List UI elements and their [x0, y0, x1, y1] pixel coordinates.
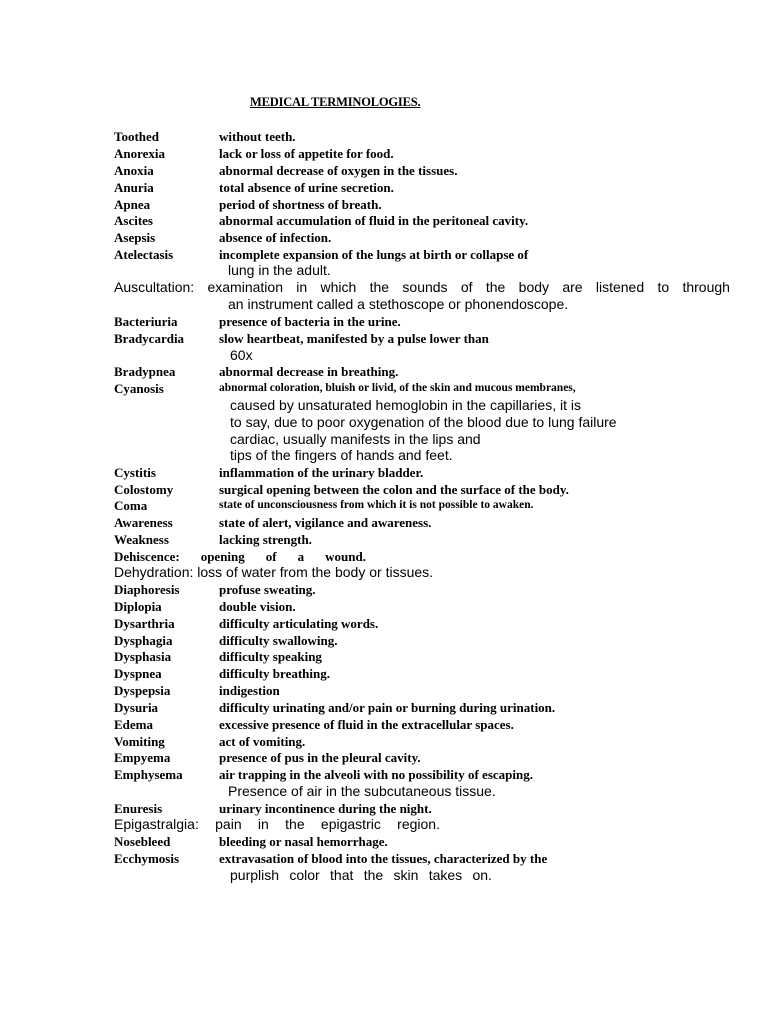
- entry-dyspepsia: [114, 682, 734, 699]
- term: Ecchymosis: [114, 851, 179, 866]
- definition: lacking strength.: [219, 532, 312, 547]
- term: Awareness: [114, 515, 173, 530]
- term: Enuresis: [114, 801, 163, 816]
- definition: incomplete expansion of the lungs at birth or collapse of: [219, 247, 529, 262]
- word: the: [485, 279, 506, 295]
- term: Coma: [114, 498, 148, 513]
- definition: absence of infection.: [219, 230, 332, 245]
- word: on.: [472, 867, 492, 883]
- definition: abnormal decrease of oxygen in the tissues.: [219, 163, 458, 178]
- entry-diplopia: [114, 598, 734, 615]
- word: through: [682, 279, 730, 295]
- word: of: [265, 549, 277, 564]
- word: the: [363, 867, 384, 883]
- entry-coma: [114, 497, 734, 514]
- entry-cystitis: [114, 464, 734, 481]
- word: Auscultation:: [114, 279, 195, 295]
- word: to: [657, 279, 670, 295]
- definition: inflammation of the urinary bladder.: [219, 465, 424, 480]
- entry-colostomy: [114, 481, 734, 498]
- definition-continuation: cardiac, usually manifests in the lips and: [230, 431, 481, 447]
- definition: difficulty speaking: [219, 649, 322, 664]
- term: Dyspnea: [114, 666, 162, 681]
- entry-apnea: [114, 196, 734, 213]
- definition: difficulty swallowing.: [219, 633, 338, 648]
- word: the: [369, 279, 390, 295]
- definition-continuation: to say, due to poor oxygenation of the blood due to lung failure: [230, 414, 617, 430]
- term: Cyanosis: [114, 381, 164, 396]
- word: Epigastralgia:: [114, 816, 199, 832]
- word: the: [285, 816, 305, 832]
- word: opening: [200, 549, 245, 564]
- definition-continuation: caused by unsaturated hemoglobin in the capillaries, it is: [230, 397, 581, 413]
- entry-dysuria: [114, 699, 734, 716]
- definition: difficulty urinating and/or pain or burning during urination.: [219, 700, 556, 715]
- definition: urinary incontinence during the night.: [219, 801, 432, 816]
- entry-bradycardia: [114, 330, 734, 347]
- word: epigastric: [320, 816, 381, 832]
- word: of: [460, 279, 473, 295]
- definition-continuation: [230, 867, 492, 884]
- definition: indigestion: [219, 683, 280, 698]
- word: listened: [595, 279, 645, 295]
- word: pain: [215, 816, 242, 832]
- definition-continuation: Presence of air in the subcutaneous tissue.: [228, 783, 496, 799]
- entry-anoxia: [114, 162, 734, 179]
- term: Dysphasia: [114, 649, 172, 664]
- word: color: [289, 867, 320, 883]
- term: Bradycardia: [114, 331, 185, 346]
- entry-weakness: [114, 531, 734, 548]
- word: in: [257, 816, 269, 832]
- definition: extravasation of blood into the tissues, characterized by the: [219, 851, 548, 866]
- entry-asepsis: [114, 229, 734, 246]
- word: a: [297, 549, 305, 564]
- term: Dysuria: [114, 700, 159, 715]
- term: Ascites: [114, 213, 153, 228]
- definition: state of alert, vigilance and awareness.: [219, 515, 432, 530]
- entry-toothed: [114, 128, 734, 145]
- entry-cyanosis: [114, 380, 734, 397]
- entry-dehydration: Dehydration: loss of water from the body or tissues.: [114, 564, 434, 580]
- entry-bacteriuria: [114, 313, 734, 330]
- entry-anuria: [114, 179, 734, 196]
- word: purplish: [230, 867, 280, 883]
- word: Dehiscence:: [114, 549, 180, 564]
- definition: period of shortness of breath.: [219, 197, 382, 212]
- entry-dyspnea: [114, 665, 734, 682]
- word: sounds: [402, 279, 448, 295]
- entry-nosebleed: [114, 833, 734, 850]
- term: Dyspepsia: [114, 683, 171, 698]
- word: which: [320, 279, 357, 295]
- definition: slow heartbeat, manifested by a pulse lower than: [219, 331, 489, 346]
- term: Atelectasis: [114, 247, 174, 262]
- word: takes: [428, 867, 463, 883]
- entry-vomiting: [114, 733, 734, 750]
- term: Apnea: [114, 197, 151, 212]
- term: Dysphagia: [114, 633, 173, 648]
- term: Empyema: [114, 750, 171, 765]
- entry-awareness: [114, 514, 734, 531]
- definition: difficulty breathing.: [219, 666, 330, 681]
- term: Anorexia: [114, 146, 166, 161]
- definition: profuse sweating.: [219, 582, 316, 597]
- term: Dysarthria: [114, 616, 175, 631]
- word: wound.: [325, 549, 366, 564]
- term: Diaphoresis: [114, 582, 180, 597]
- term: Nosebleed: [114, 834, 171, 849]
- term: Vomiting: [114, 734, 165, 749]
- word: are: [562, 279, 583, 295]
- definition: lack or loss of appetite for food.: [219, 146, 394, 161]
- word: region.: [397, 816, 440, 832]
- definition-continuation: 60x: [230, 347, 253, 363]
- term: Diplopia: [114, 599, 162, 614]
- entry-ecchymosis: [114, 850, 734, 867]
- definition: abnormal coloration, bluish or livid, of the skin and mucous membranes,: [219, 382, 576, 394]
- term: Anuria: [114, 180, 154, 195]
- entry-enuresis: [114, 800, 734, 817]
- entry-atelectasis: [114, 246, 734, 263]
- entry-empyema: [114, 749, 734, 766]
- definition: abnormal accumulation of fluid in the peritoneal cavity.: [219, 213, 529, 228]
- term: Emphysema: [114, 767, 183, 782]
- word: skin: [393, 867, 419, 883]
- entry-emphysema: [114, 766, 734, 783]
- term: Anoxia: [114, 163, 154, 178]
- definition-continuation: an instrument called a stethoscope or phonendoscope.: [228, 296, 569, 312]
- entry-epigastralgia: [114, 816, 440, 833]
- term: Edema: [114, 717, 153, 732]
- definition: without teeth.: [219, 129, 296, 144]
- definition: air trapping in the alveoli with no possibility of escaping.: [219, 767, 533, 782]
- definition: state of unconsciousness from which it is not possible to awaken.: [219, 499, 534, 511]
- term: Toothed: [114, 129, 160, 144]
- term: Asepsis: [114, 230, 156, 245]
- definition: surgical opening between the colon and the surface of the body.: [219, 482, 569, 497]
- term: Weakness: [114, 532, 169, 547]
- entry-ascites: [114, 212, 734, 229]
- term: Cystitis: [114, 465, 156, 480]
- entry-edema: [114, 716, 734, 733]
- definition: bleeding or nasal hemorrhage.: [219, 834, 388, 849]
- definition: presence of bacteria in the urine.: [219, 314, 401, 329]
- entry-bradypnea: [114, 363, 734, 380]
- entry-dysphagia: [114, 632, 734, 649]
- word: examination: [207, 279, 283, 295]
- entry-diaphoresis: [114, 581, 734, 598]
- entry-dehiscence: [114, 548, 366, 565]
- definition: difficulty articulating words.: [219, 616, 379, 631]
- term: Bradypnea: [114, 364, 176, 379]
- definition: excessive presence of fluid in the extracellular spaces.: [219, 717, 514, 732]
- entry-anorexia: [114, 145, 734, 162]
- term: Bacteriuria: [114, 314, 178, 329]
- word: body: [518, 279, 550, 295]
- definition: presence of pus in the pleural cavity.: [219, 750, 421, 765]
- word: that: [330, 867, 354, 883]
- definition: double vision.: [219, 599, 296, 614]
- word: in: [296, 279, 308, 295]
- page-title: MEDICAL TERMINOLOGIES.: [250, 95, 421, 109]
- definition-continuation: lung in the adult.: [228, 262, 331, 278]
- definition: act of vomiting.: [219, 734, 306, 749]
- definition-continuation: tips of the fingers of hands and feet.: [230, 447, 453, 463]
- term: Colostomy: [114, 482, 174, 497]
- entry-dysphasia: [114, 648, 734, 665]
- auscultation-line: [114, 279, 730, 296]
- definition: abnormal decrease in breathing.: [219, 364, 399, 379]
- entry-dysarthria: [114, 615, 734, 632]
- definition: total absence of urine secretion.: [219, 180, 394, 195]
